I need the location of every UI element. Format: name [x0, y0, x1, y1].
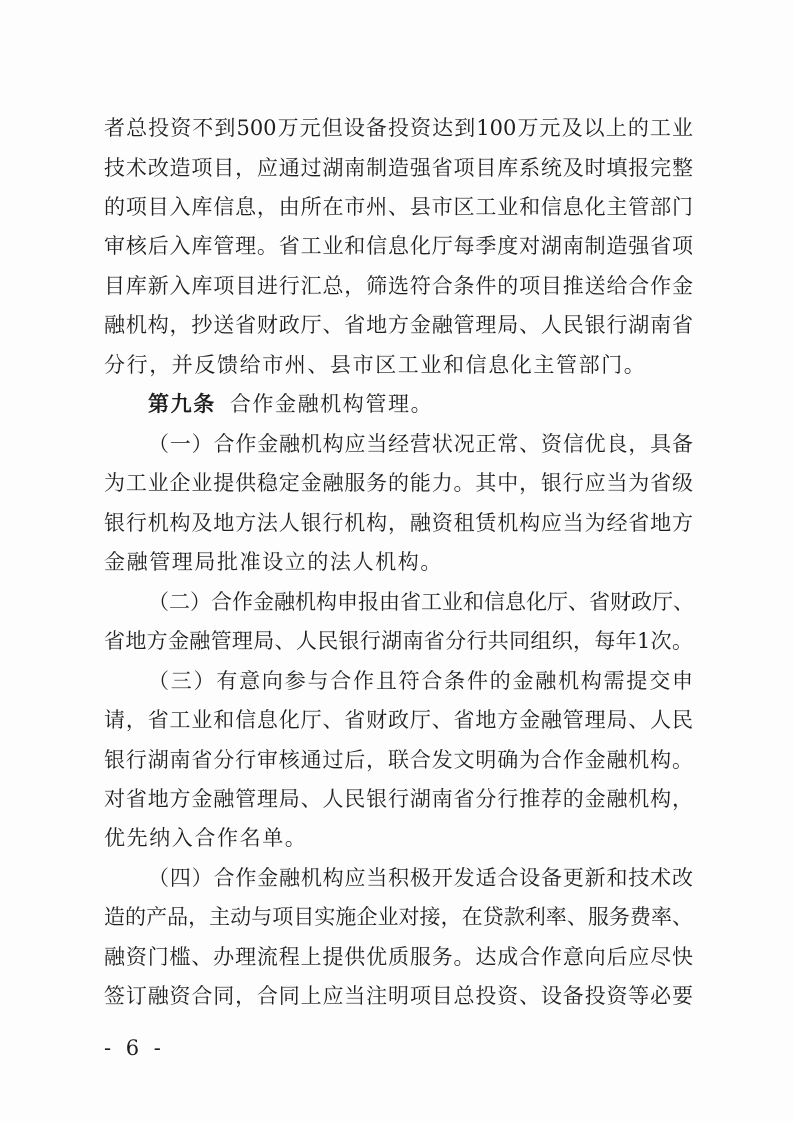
text-line: 对省地方金融管理局、人民银行湖南省分行推荐的金融机构， [104, 787, 693, 811]
text-line: 银行机构及地方法人银行机构，融资租赁机构应当为经省地方 [104, 511, 693, 535]
page-number: - 6 - [104, 1036, 165, 1060]
text-line: 请，省工业和信息化厅、省财政厅、省地方金融管理局、人民 [104, 708, 693, 732]
text-line: 目库新入库项目进行汇总，筛选符合条件的项目推送给合作金 [104, 274, 693, 298]
text-line: （三）有意向参与合作且符合条件的金融机构需提交申 [148, 669, 693, 693]
text-line: 省地方金融管理局、人民银行湖南省分行共同组织，每年1次。 [104, 629, 693, 653]
text-line: （四）合作金融机构应当积极开发适合设备更新和技术改 [148, 866, 693, 890]
text-line: 造的产品，主动与项目实施企业对接，在贷款利率、服务费率、 [104, 905, 693, 929]
text-line: 银行湖南省分行审核通过后，联合发文明确为合作金融机构。 [104, 748, 693, 772]
text-line: 的项目入库信息，由所在市州、县市区工业和信息化主管部门 [104, 195, 693, 219]
text-line: 技术改造项目，应通过湖南制造强省项目库系统及时填报完整 [104, 156, 693, 180]
text-line: 金融管理局批准设立的法人机构。 [104, 550, 443, 574]
article-title: 合作金融机构管理。 [229, 392, 434, 416]
text-line: 者总投资不到500万元但设备投资达到100万元及以上的工业 [104, 116, 693, 140]
text-line: 分行，并反馈给市州、县市区工业和信息化主管部门。 [104, 353, 647, 377]
text-line: 融资门槛、办理流程上提供优质服务。达成合作意向后应尽快 [104, 945, 693, 969]
text-line: （二）合作金融机构申报由省工业和信息化厅、省财政厅、 [148, 590, 694, 614]
text-line: 签订融资合同，合同上应当注明项目总投资、设备投资等必要 [104, 984, 693, 1008]
article-heading-line [148, 384, 693, 424]
text-line: 优先纳入合作名单。 [104, 826, 308, 850]
text-line: （一）合作金融机构应当经营状况正常、资信优良，具备 [148, 432, 693, 456]
text-line: 审核后入库管理。省工业和信息化厅每季度对湖南制造强省项 [104, 234, 693, 258]
text-line: 融机构，抄送省财政厅、省地方金融管理局、人民银行湖南省 [104, 313, 693, 337]
article-number: 第九条 [148, 391, 216, 416]
text-line: 为工业企业提供稳定金融服务的能力。其中，银行应当为省级 [104, 471, 693, 495]
